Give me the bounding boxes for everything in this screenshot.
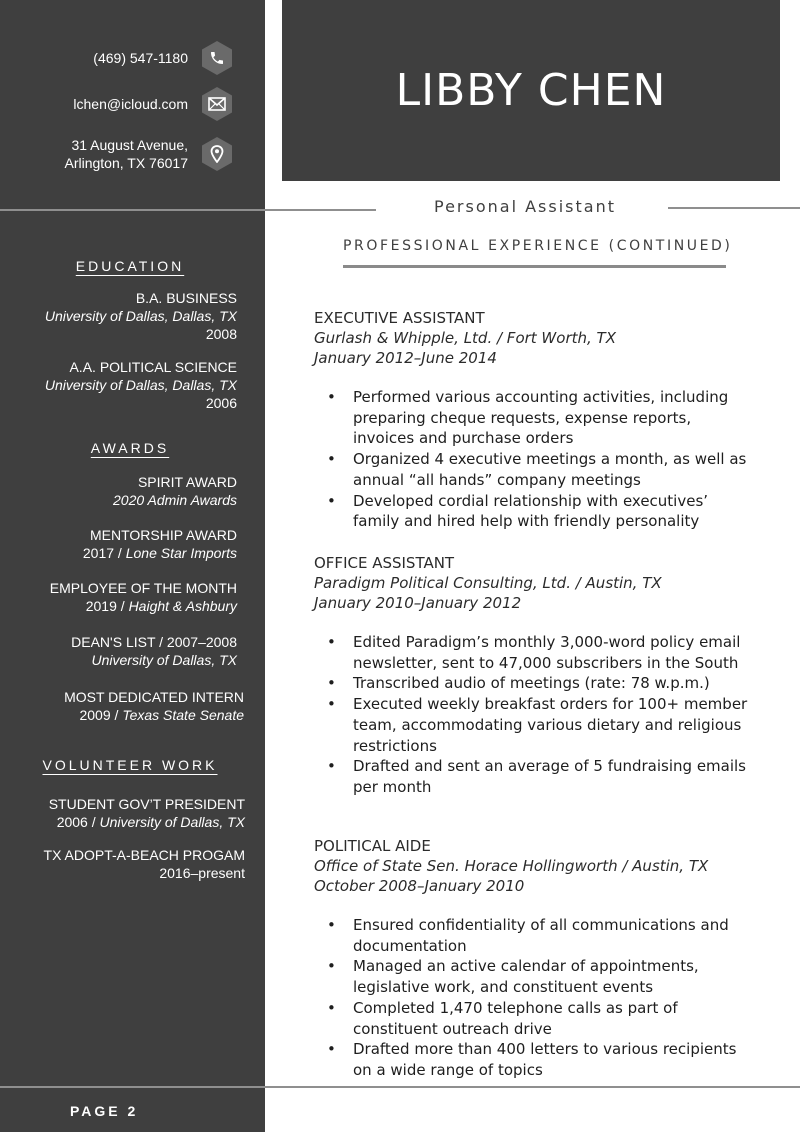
award-entry (64, 688, 244, 724)
award-entry (83, 526, 237, 562)
volunteer-title: TX ADOPT-A-BEACH PROGAM (43, 847, 245, 863)
job-bullets (314, 632, 754, 798)
award-title: MENTORSHIP AWARD (89, 527, 237, 543)
year: 2006 (205, 395, 237, 411)
volunteer-year: 2006 / (56, 814, 100, 830)
job-entry (314, 553, 754, 798)
job-company: Gurlash & Whipple, Ltd. / Fort Worth, TX (314, 329, 616, 347)
bullet-item: • Managed an active calendar of appointments, legislative work, and constituent events (314, 956, 754, 997)
candidate-name: LIBBY CHEN (395, 65, 667, 116)
award-org: 2020 Admin Awards (113, 492, 237, 508)
job-dates: January 2012–June 2014 (314, 349, 497, 367)
award-detail (50, 597, 237, 615)
phone-number[interactable]: (469) 547-1180 (93, 50, 188, 66)
volunteer-year: 2016–present (159, 865, 245, 881)
job-title: OFFICE ASSISTANT (314, 554, 455, 572)
bullet-item: • Organized 4 executive meetings a month, as well as annual “all hands” company meetings (314, 449, 754, 490)
job-subtitle: Personal Assistant (434, 197, 616, 216)
education-entry (45, 289, 237, 343)
phone-icon (202, 41, 232, 75)
award-detail (83, 544, 237, 562)
award-entry (71, 633, 237, 669)
award-detail (64, 706, 244, 724)
volunteer-detail (44, 864, 245, 882)
award-org: Haight & Ashbury (128, 598, 237, 614)
job-bullets (314, 387, 754, 532)
top-divider-right (668, 207, 800, 209)
degree: B.A. BUSINESS (135, 290, 237, 306)
address-line-1: 31 August Avenue, (71, 137, 188, 153)
education-entry (45, 358, 237, 412)
envelope-icon (202, 87, 232, 121)
volunteer-org: University of Dallas, TX (99, 814, 245, 830)
bullet-item: • Completed 1,470 telephone calls as part of constituent outreach drive (314, 998, 754, 1039)
job-title: POLITICAL AIDE (314, 837, 431, 855)
job-dates: October 2008–January 2010 (314, 877, 525, 895)
volunteer-detail (49, 813, 245, 831)
award-year: 2019 / (85, 598, 129, 614)
award-year: 2017 / (82, 545, 126, 561)
job-entry (314, 308, 754, 532)
experience-heading-rule (343, 265, 726, 268)
school: University of Dallas, Dallas, TX (44, 308, 237, 324)
volunteer-title: STUDENT GOV’T PRESIDENT (48, 796, 245, 812)
bullet-item: • Transcribed audio of meetings (rate: 78 w.p.m.) (314, 673, 754, 694)
email-address[interactable]: lchen@icloud.com (73, 96, 188, 112)
award-title: SPIRIT AWARD (137, 474, 237, 490)
address-line-2: Arlington, TX 76017 (64, 155, 188, 171)
job-company: Paradigm Political Consulting, Ltd. / Austin, TX (314, 574, 662, 592)
location-pin-icon (202, 137, 232, 171)
sidebar (0, 0, 265, 1132)
experience-heading: PROFESSIONAL EXPERIENCE (CONTINUED) (343, 238, 733, 254)
bullet-item: • Drafted and sent an average of 5 fundraising emails per month (314, 756, 754, 797)
award-org: Texas State Senate (122, 707, 244, 723)
name-banner (282, 0, 780, 181)
award-title: MOST DEDICATED INTERN (64, 689, 244, 705)
award-entry (50, 579, 237, 615)
bullet-item: • Developed cordial relationship with executives’ family and hired help with friendly personality (314, 491, 754, 532)
bullet-item: • Ensured confidentiality of all communications and documentation (314, 915, 754, 956)
award-org: University of Dallas, TX (91, 652, 237, 668)
job-title: EXECUTIVE ASSISTANT (314, 309, 485, 327)
bullet-item: • Executed weekly breakfast orders for 100+ member team, accommodating various dietary and religious restrictions (314, 694, 754, 756)
degree: A.A. POLITICAL SCIENCE (69, 359, 237, 375)
award-org: Lone Star Imports (125, 545, 237, 561)
school: University of Dallas, Dallas, TX (44, 377, 237, 393)
bullet-item: • Performed various accounting activities, including preparing cheque requests, expense reports, invoices and purchase orders (314, 387, 754, 449)
award-title: DEAN'S LIST / 2007–2008 (71, 634, 237, 650)
job-dates: January 2010–January 2012 (314, 594, 522, 612)
award-detail (113, 491, 237, 509)
year: 2008 (205, 326, 237, 342)
bullet-item: • Edited Paradigm’s monthly 3,000-word policy email newsletter, sent to 47,000 subscribers in the South (314, 632, 754, 673)
page-number: PAGE 2 (70, 1103, 139, 1119)
award-detail (71, 651, 237, 669)
awards-heading: AWARDS (90, 440, 170, 456)
top-divider-left (0, 209, 376, 211)
bullet-item: • Drafted more than 400 letters to various recipients on a wide range of topics (314, 1039, 754, 1080)
award-entry (113, 473, 237, 509)
job-entry (314, 836, 754, 1081)
award-title: EMPLOYEE OF THE MONTH (49, 580, 237, 596)
bottom-divider (0, 1086, 800, 1088)
award-year: 2009 / (79, 707, 123, 723)
job-bullets (314, 915, 754, 1081)
job-company: Office of State Sen. Horace Hollingworth / Austin, TX (314, 857, 709, 875)
education-heading: EDUCATION (75, 258, 185, 274)
volunteer-heading: VOLUNTEER WORK (42, 757, 218, 773)
volunteer-entry (44, 846, 245, 882)
volunteer-entry (49, 795, 245, 831)
address (65, 136, 189, 172)
